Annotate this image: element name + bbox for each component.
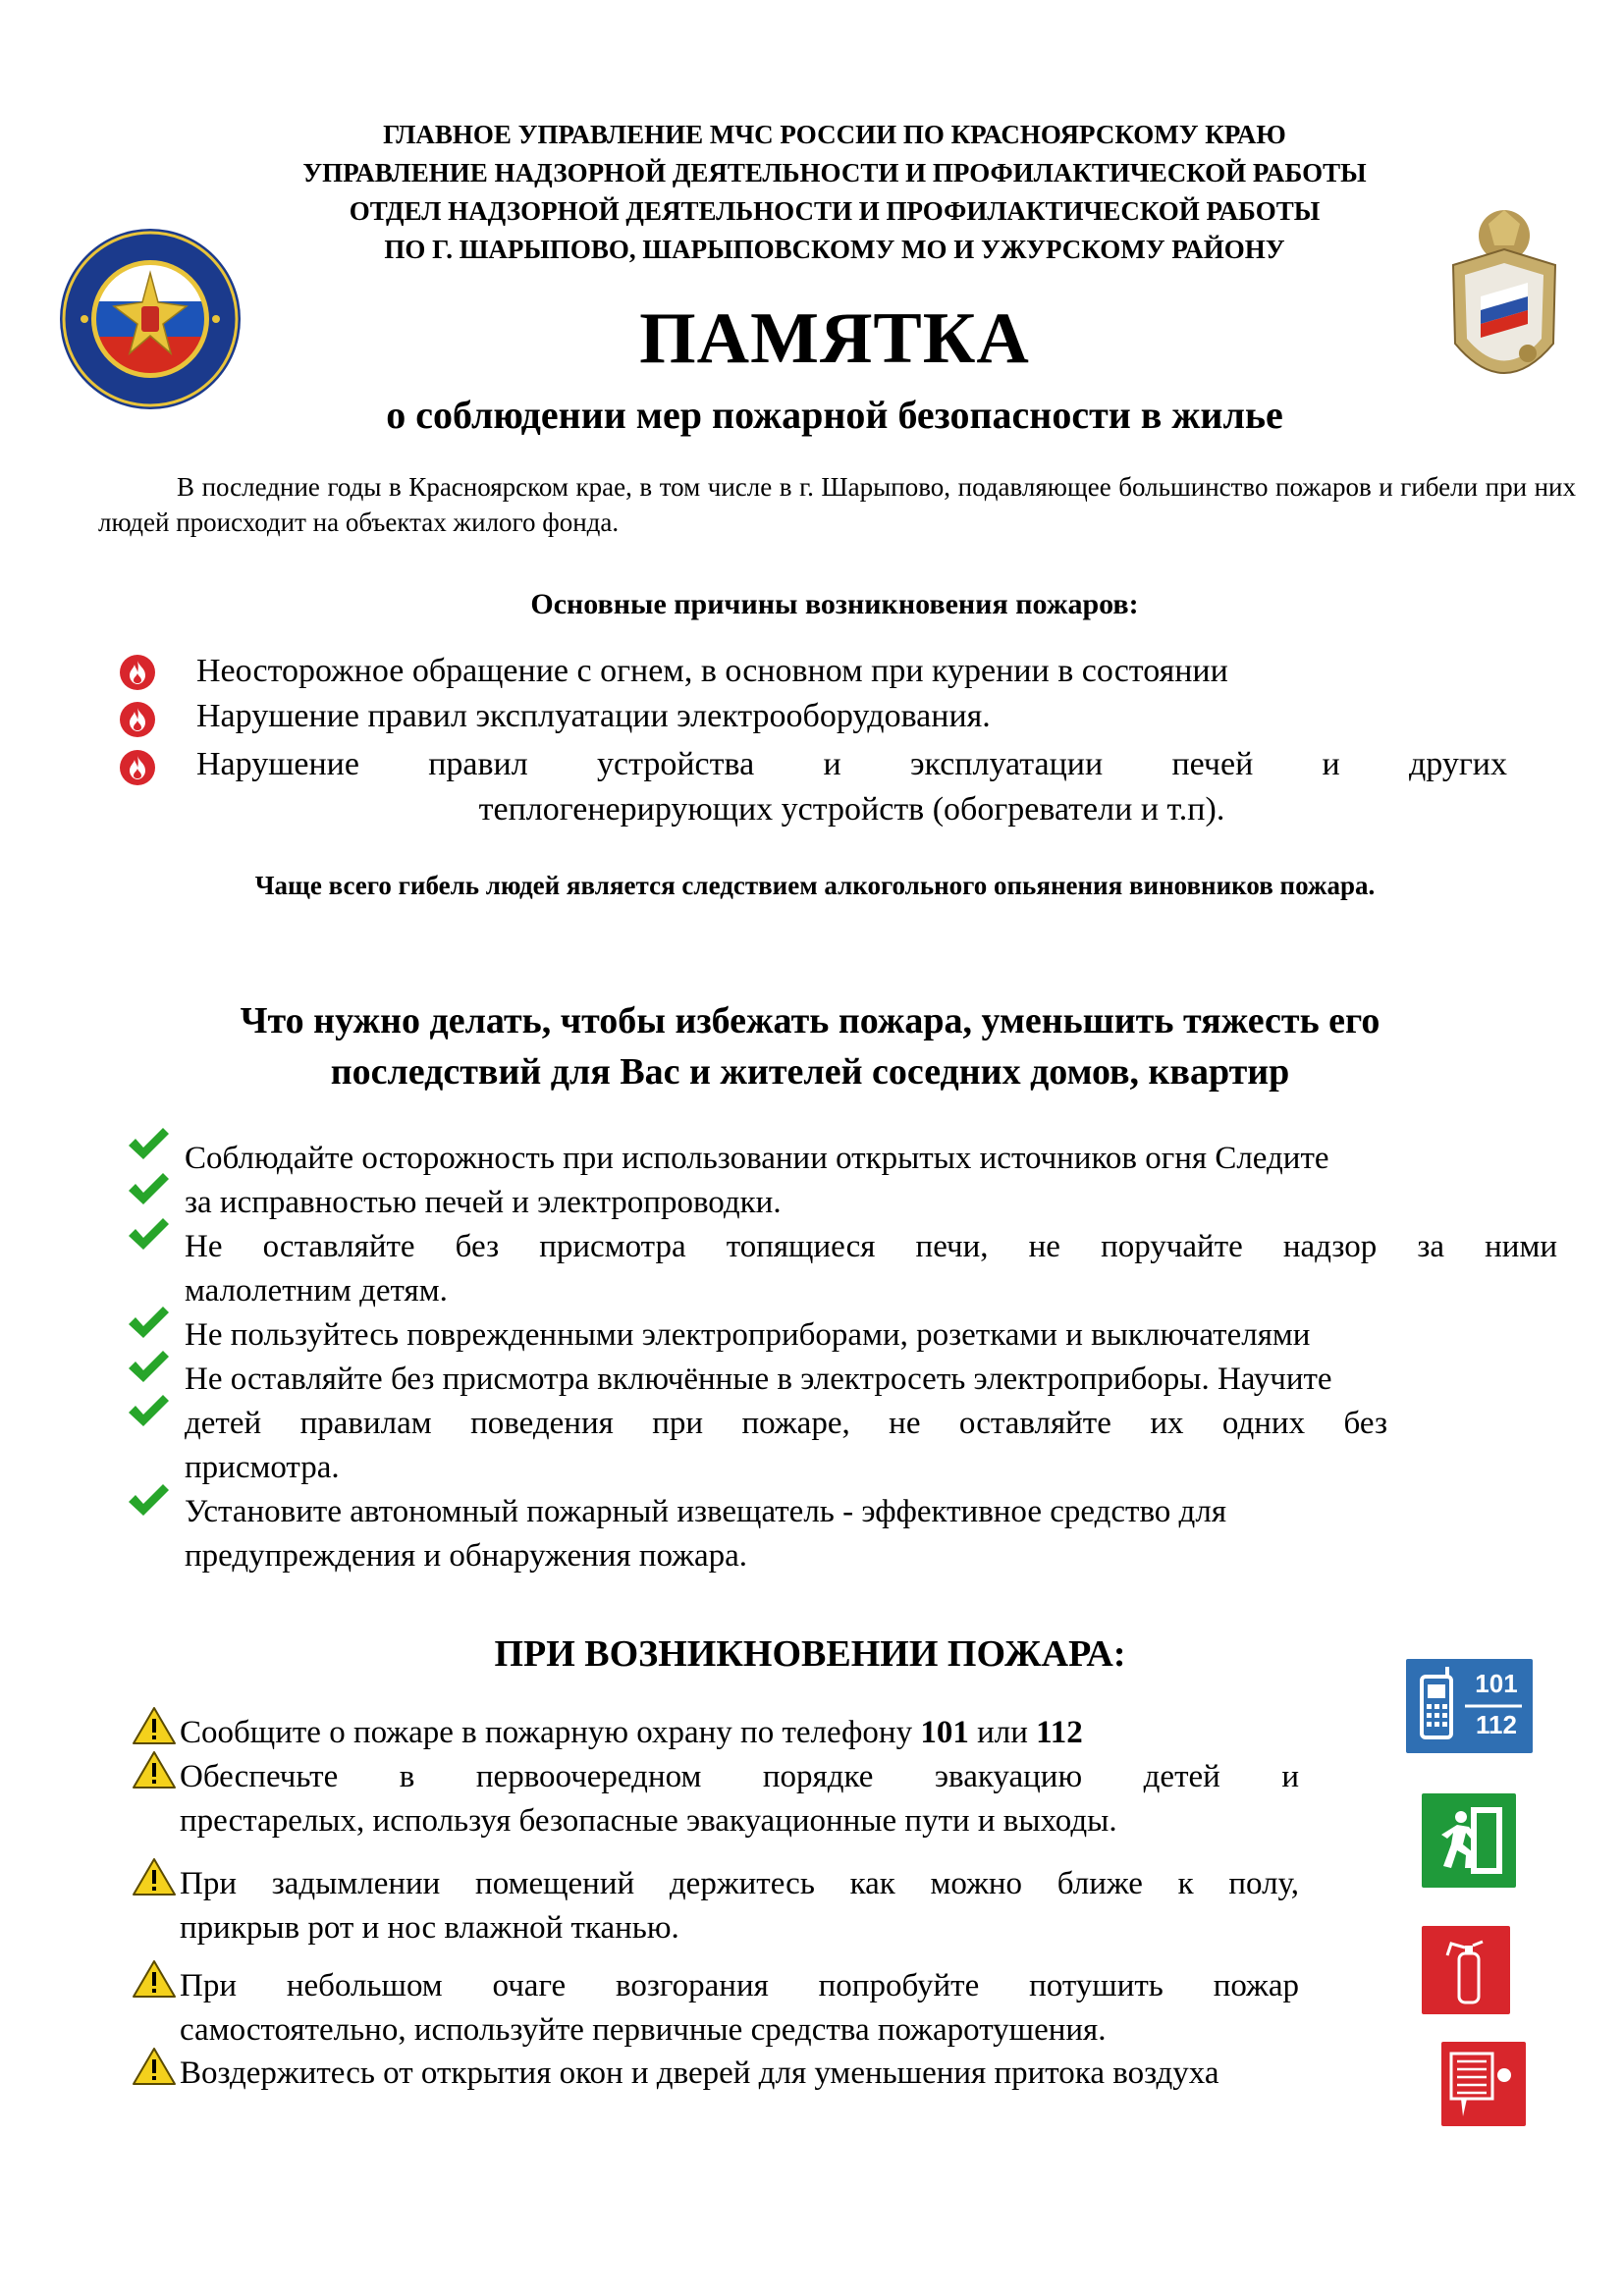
action-line-5: прикрыв рот и нос влажной тканью. bbox=[180, 1910, 679, 1946]
prevention-line-10: предупреждения и обнаружения пожара. bbox=[185, 1538, 748, 1574]
emergency-exit-icon bbox=[1422, 1793, 1516, 1888]
emergency-exit-sign bbox=[1422, 1793, 1516, 1888]
checkmark-icon bbox=[126, 1347, 171, 1386]
fire-extinguisher-icon bbox=[1422, 1926, 1510, 2014]
page-subtitle: о соблюдении мер пожарной безопасности в жилье bbox=[386, 393, 1283, 437]
action-line-8: Воздержитесь от открытия окон и дверей для уменьшения притока воздуха bbox=[180, 2056, 1219, 2091]
prevention-heading-1: Что нужно делать, чтобы избежать пожара, уменьшить тяжесть его bbox=[240, 1000, 1380, 1041]
warning-icon bbox=[132, 1706, 177, 1745]
prevention-line-9: Установите автономный пожарный извещатель - эффективное средство для bbox=[185, 1494, 1226, 1529]
prevention-line-4: малолетним детям. bbox=[185, 1273, 448, 1308]
cause-item-3-continued: теплогенерирующих устройств (обогреватели и т.п). bbox=[478, 791, 1225, 828]
header-line-2: УПРАВЛЕНИЕ НАДЗОРНОЙ ДЕЯТЕЛЬНОСТИ И ПРОФИЛАКТИЧЕСКОЙ РАБОТЫ bbox=[302, 158, 1367, 187]
action-line-3: престарелых, используя безопасные эвакуационные пути и выходы. bbox=[180, 1803, 1117, 1839]
emergency-phone-sign bbox=[1406, 1659, 1533, 1753]
intro-paragraph: В последние годы в Красноярском крае, в том числе в г. Шарыпово, подавляющее большинство пожаров и гибели при них людей происходит на объектах жилого фонда. bbox=[98, 472, 1576, 537]
sign-number-101: 101 bbox=[1475, 1669, 1518, 1698]
action-line-7: самостоятельно, используйте первичные средства пожаротушения. bbox=[180, 2012, 1107, 2048]
fire-icon bbox=[120, 702, 155, 737]
warning-icon bbox=[132, 1750, 177, 1789]
phone-number-112: 112 bbox=[1036, 1715, 1083, 1750]
phone-number-101: 101 bbox=[920, 1715, 969, 1750]
warning-icon bbox=[132, 1959, 177, 1999]
checkmark-icon bbox=[126, 1214, 171, 1254]
cause-item-2: Нарушение правил эксплуатации электрооборудования. bbox=[196, 698, 991, 734]
cause-item-3: Нарушение правил устройства и эксплуатации печей и других bbox=[196, 746, 1507, 782]
page-title: ПАМЯТКА bbox=[639, 298, 1030, 379]
checkmark-icon bbox=[126, 1391, 171, 1430]
prevention-line-2: за исправностью печей и электропроводки. bbox=[185, 1185, 782, 1220]
alcohol-note: Чаще всего гибель людей является следствием алкогольного опьянения виновников пожара. bbox=[254, 871, 1376, 900]
checkmark-icon bbox=[126, 1169, 171, 1208]
fire-hose-icon bbox=[1441, 2042, 1526, 2126]
fire-icon bbox=[120, 655, 155, 690]
action-line-2: Обеспечьте в первоочередном порядке эвакуацию детей и bbox=[180, 1759, 1299, 1794]
warning-icon bbox=[132, 1857, 177, 1896]
prevention-line-3: Не оставляйте без присмотра топящиеся печи, не поручайте надзор за ними bbox=[185, 1229, 1557, 1264]
header-line-1: ГЛАВНОЕ УПРАВЛЕНИЕ МЧС РОССИИ ПО КРАСНОЯРСКОМУ КРАЮ bbox=[383, 120, 1286, 149]
prevention-line-8: присмотра. bbox=[185, 1450, 340, 1485]
action-line-4: При задымлении помещений держитесь как можно ближе к полу, bbox=[180, 1866, 1299, 1901]
fire-extinguisher-sign bbox=[1422, 1926, 1510, 2014]
fire-hose-sign bbox=[1441, 2042, 1526, 2126]
action-line-6: При небольшом очаге возгорания попробуйте потушить пожар bbox=[180, 1968, 1299, 2003]
prevention-line-1: Соблюдайте осторожность при использовании открытых источников огня Следите bbox=[185, 1141, 1329, 1176]
cause-item-1: Неосторожное обращение с огнем, в основном при курении в состоянии bbox=[196, 653, 1228, 689]
prevention-heading-2: последствий для Вас и жителей соседних домов, квартир bbox=[330, 1051, 1290, 1093]
prevention-line-5: Не пользуйтесь поврежденными электроприборами, розетками и выключателями bbox=[185, 1317, 1311, 1353]
causes-heading: Основные причины возникновения пожаров: bbox=[530, 588, 1139, 620]
prevention-line-7: детей правилам поведения при пожаре, не оставляйте их одних без bbox=[185, 1406, 1387, 1441]
header-line-3: ОТДЕЛ НАДЗОРНОЙ ДЕЯТЕЛЬНОСТИ И ПРОФИЛАКТИЧЕСКОЙ РАБОТЫ bbox=[349, 196, 1321, 226]
action-item-1: Сообщите о пожаре в пожарную охрану по телефону 101 или 112 bbox=[180, 1715, 1083, 1750]
checkmark-icon bbox=[126, 1303, 171, 1342]
actions-heading: ПРИ ВОЗНИКНОВЕНИИ ПОЖАРА: bbox=[494, 1633, 1126, 1675]
prevention-line-6: Не оставляйте без присмотра включённые в электросеть электроприборы. Научите bbox=[185, 1362, 1332, 1397]
checkmark-icon bbox=[126, 1124, 171, 1163]
checkmark-icon bbox=[126, 1480, 171, 1520]
sign-number-112: 112 bbox=[1476, 1710, 1517, 1739]
header-line-4: ПО Г. ШАРЫПОВО, ШАРЫПОВСКОМУ МО И УЖУРСКОМУ РАЙОНУ bbox=[384, 235, 1285, 264]
warning-icon bbox=[132, 2047, 177, 2086]
fire-icon bbox=[120, 750, 155, 785]
